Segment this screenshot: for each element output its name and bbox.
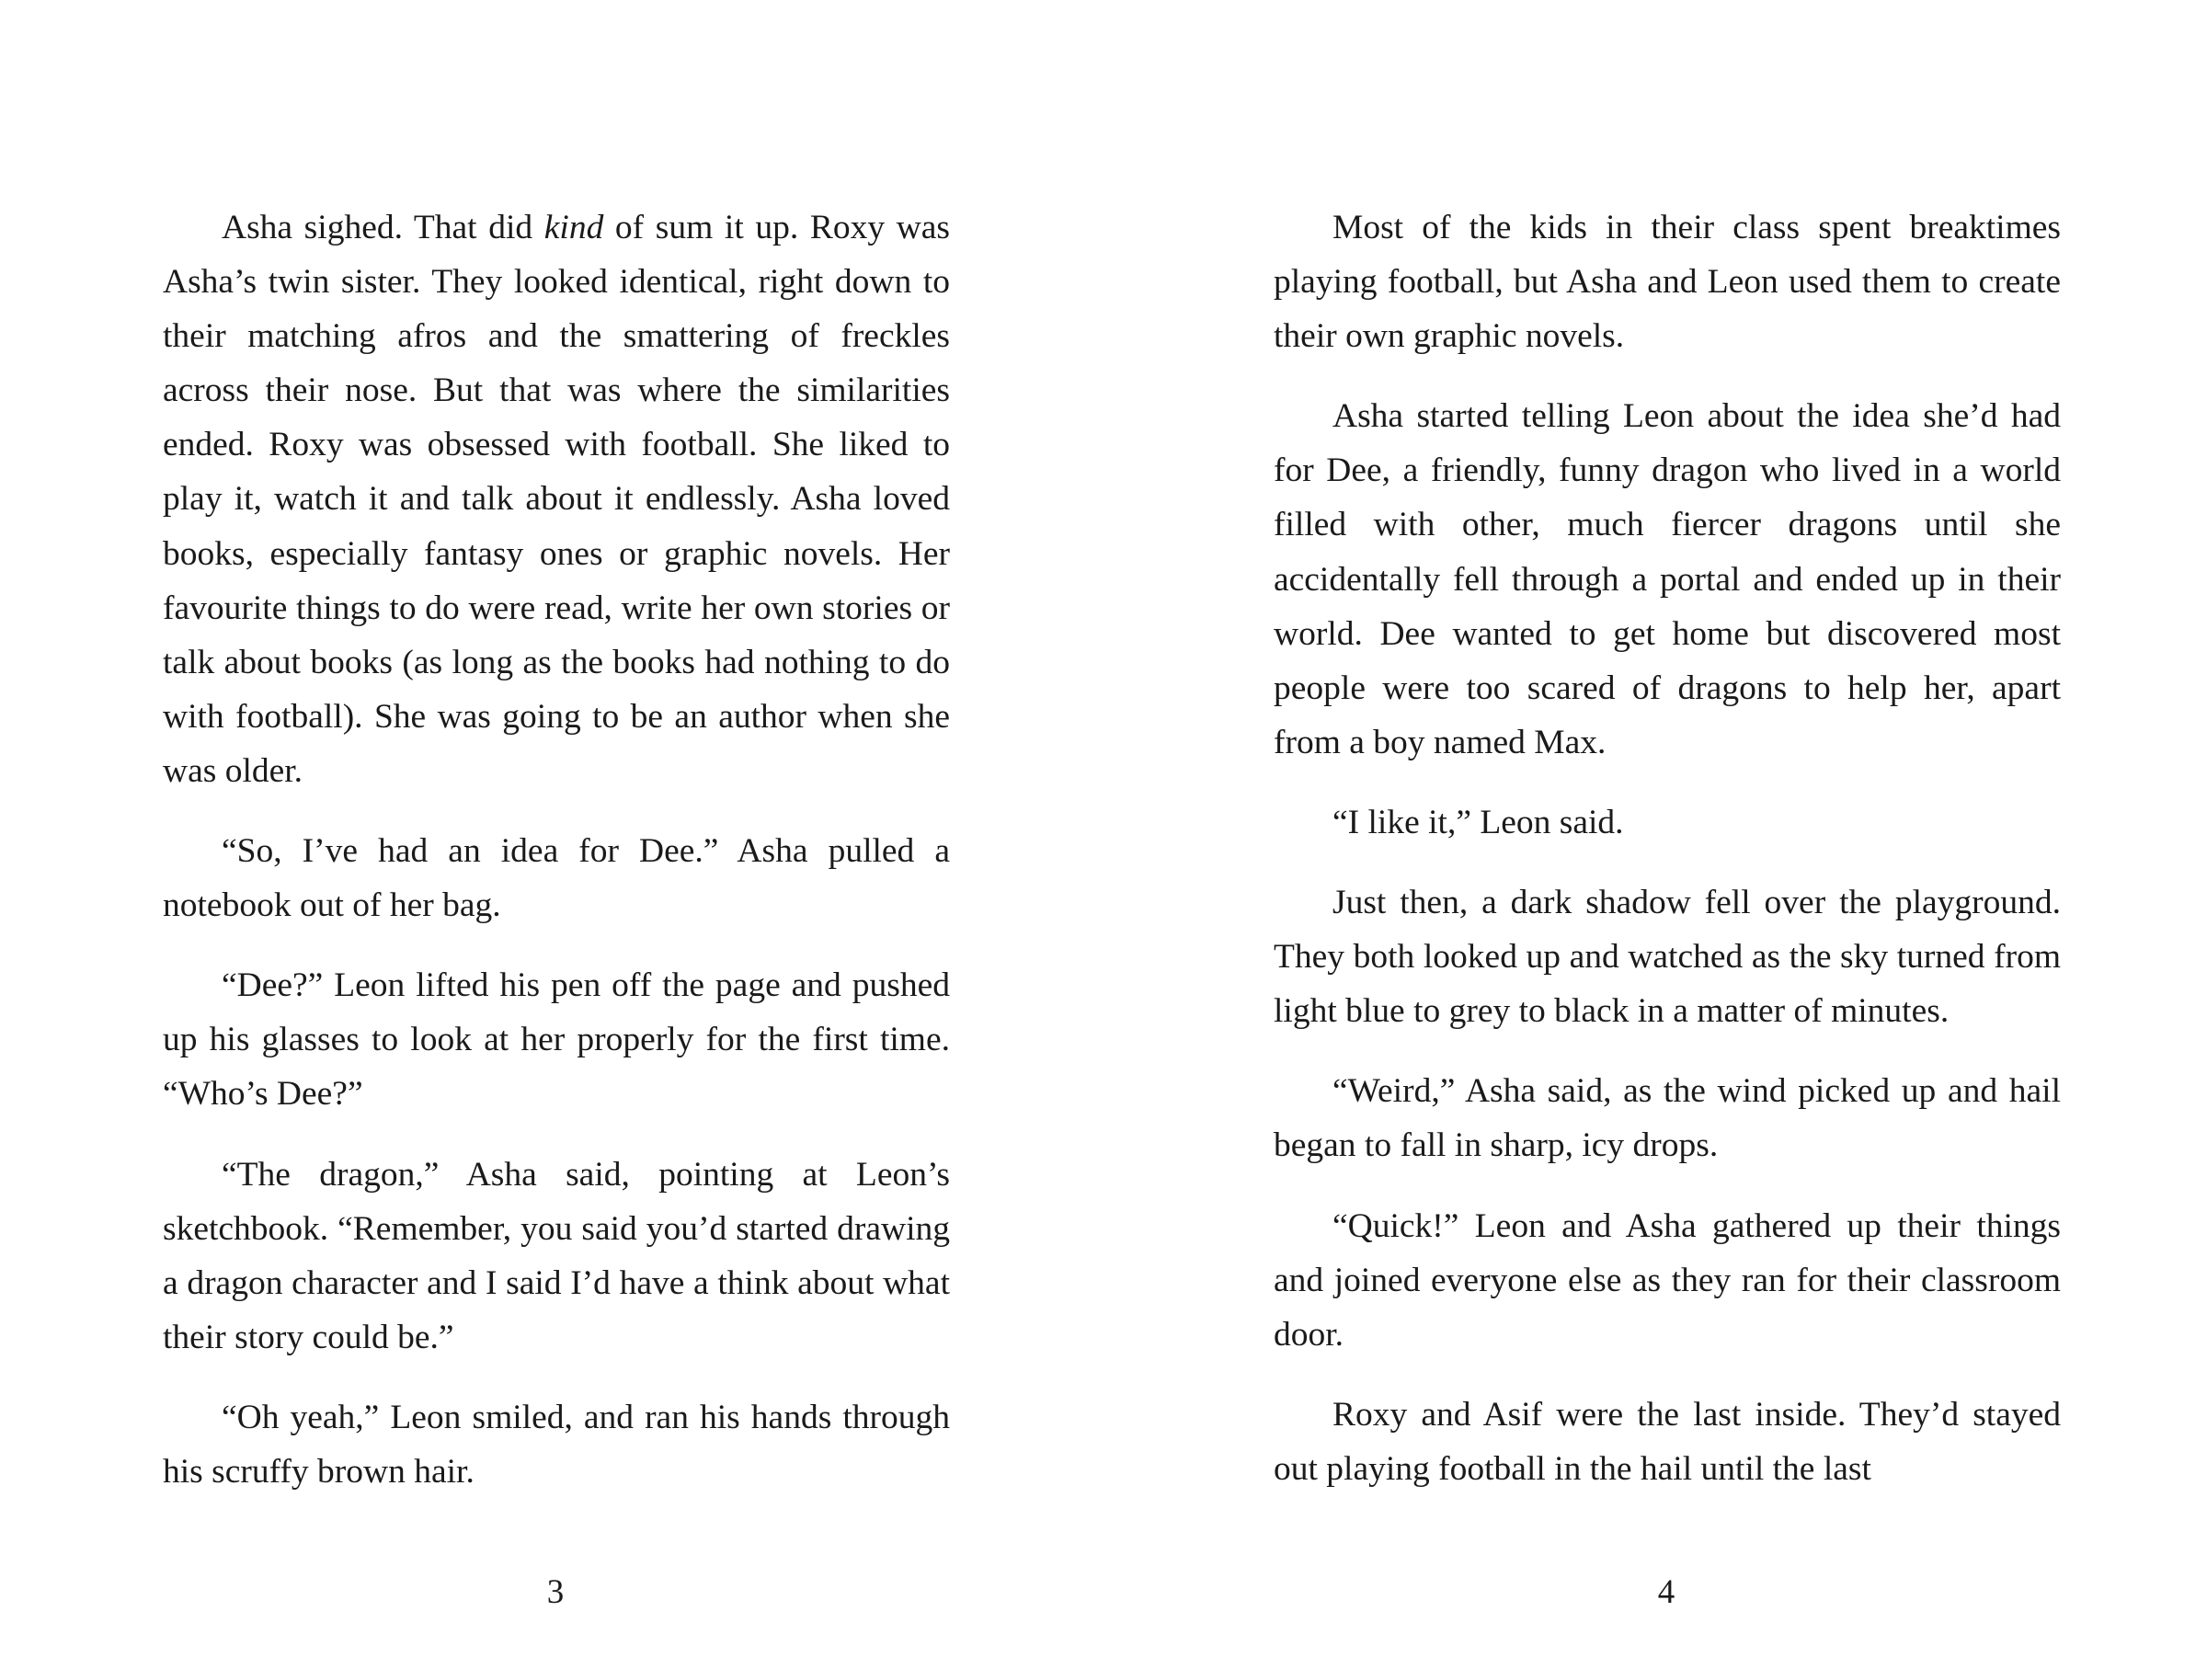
paragraph: “Oh yeah,” Leon smiled, and ran his hands through his scruffy brown hair. [163,1398,950,1491]
paragraph: “I like it,” Leon said. [1332,803,1624,841]
page-number-right: 4 [1657,1573,1675,1611]
left-page [163,200,950,1525]
paragraph-text-after: of sum it up. Roxy was Asha’s twin sister. They looked identical, right down to their matching afros and the smattering of freckles across their nose. But that was where the similarities ended. Roxy was obsessed with football. She liked to play it, watch it and talk about it endlessly. Asha loved books, especially fantasy ones or graphic novels. Her favourite things to do were read, write her own stories or talk about books (as long as the books had nothing to do with football). She was going to be an author when she was older. [163,209,951,790]
page-number-left: 3 [546,1573,565,1611]
paragraph: Most of the kids in their class spent breaktimes playing football, but Asha and Leon used them to create their own graphic novels. [1274,209,2061,356]
paragraph: “Weird,” Asha said, as the wind picked up and hail began to fall in sharp, icy drops. [1274,1072,2061,1165]
paragraph: “So, I’ve had an idea for Dee.” Asha pulled a notebook out of her bag. [163,832,950,925]
paragraph: Roxy and Asif were the last inside. They’d stayed out playing football in the hail until the last [1274,1395,2061,1488]
emphasis-text: kind [543,209,604,246]
paragraph: Just then, a dark shadow fell over the playground. They both looked up and watched as the sky turned from light blue to grey to black in a matter of minutes. [1274,884,2061,1031]
paragraph: “The dragon,” Asha said, pointing at Leon’s sketchbook. “Remember, you said you’d started drawing a dragon character and I said I’d have a think about what their story could be.” [163,1155,950,1356]
paragraph [163,200,950,798]
paragraph-text-before: Asha sighed. That did [222,209,544,246]
paragraph: “Dee?” Leon lifted his pen off the page and pushed up his glasses to look at her properly for the first time. “Who’s Dee?” [163,966,950,1114]
right-page [1274,200,2061,1522]
paragraph: “Quick!” Leon and Asha gathered up their things and joined everyone else as they ran for their classroom door. [1274,1206,2061,1354]
paragraph: Asha started telling Leon about the idea she’d had for Dee, a friendly, funny dragon who lived in a world filled with other, much fiercer dragons until she accidentally fell through a portal and ended up in their world. Dee wanted to get home but discovered most people were too scared of dragons to help her, apart from a boy named Max. [1274,397,2061,761]
